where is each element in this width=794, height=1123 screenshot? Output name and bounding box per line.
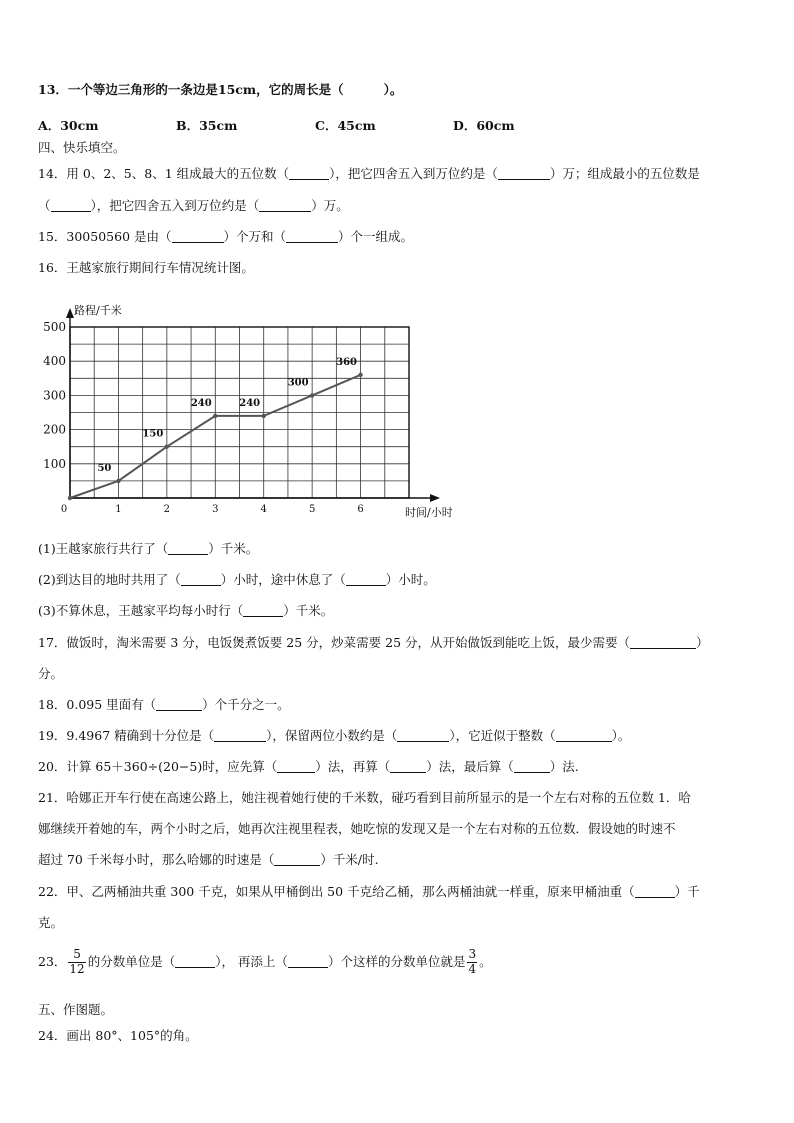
- data-point: [262, 414, 266, 418]
- data-point: [68, 496, 72, 500]
- answer-blank[interactable]: [286, 242, 338, 243]
- data-point: [116, 479, 120, 483]
- answer-blank[interactable]: [243, 616, 283, 617]
- option-b[interactable]: B．35cm: [176, 118, 238, 133]
- answer-blank[interactable]: [168, 554, 208, 555]
- x-tick-label: 4: [260, 504, 267, 515]
- answer-blank[interactable]: [175, 967, 215, 968]
- x-tick-label: 3: [212, 504, 219, 515]
- question-20: 20．计算 65＋360÷(20−5)时，应先算（ ）法，再算（ ）法，最后算（ ）法.: [38, 759, 579, 774]
- question-18: 18．0.095 里面有（ ）个千分之一。: [38, 697, 290, 712]
- x-tick-label: 5: [308, 504, 316, 515]
- data-label: 50: [97, 462, 112, 474]
- data-point: [310, 393, 314, 397]
- data-point: [213, 414, 217, 418]
- question-16-sub-1: (1)王越家旅行共行了（ ）千米。: [38, 541, 259, 556]
- question-21-line-3: 超过 70 千米每小时，那么哈娜的时速是（ ）千米/时.: [38, 852, 379, 867]
- answer-blank[interactable]: [277, 772, 315, 773]
- question-21-line-1: 21．哈娜正开车行使在高速公路上，她注视着她行使的千米数，碰巧看到目前所显示的是一个左右对称的五位数 1．哈: [38, 790, 691, 805]
- x-axis-label: 时间/小时: [405, 506, 453, 519]
- y-tick-label: 500: [43, 320, 66, 334]
- question-14-line-2: （ ），把它四舍五入到万位约是（ ）万。: [38, 198, 349, 213]
- data-label: 150: [142, 428, 164, 440]
- question-16-sub-2: (2)到达目的地时共用了（ ）小时，途中休息了（ ）小时。: [38, 572, 436, 587]
- answer-blank[interactable]: [556, 741, 612, 742]
- answer-blank[interactable]: [259, 211, 311, 212]
- answer-blank[interactable]: [498, 179, 550, 180]
- question-17-line-1: 17．做饭时，淘米需要 3 分，电饭煲煮饭要 25 分，炒菜需要 25 分，从开始做饭到能吃上饭，最少需要（ ）: [38, 635, 709, 650]
- data-label: 240: [190, 397, 212, 409]
- fraction-3-4: $\frac{3}{4}$: [468, 947, 477, 976]
- answer-blank[interactable]: [635, 897, 675, 898]
- question-24: 24．画出 80°、105°的角。: [38, 1028, 198, 1043]
- y-tick-label: 200: [43, 422, 66, 437]
- chart-grid: [70, 327, 409, 498]
- question-21-line-2: 娜继续开着她的车，两个小时之后，她再次注视里程表，她吃惊的发现又是一个左右对称的五位数．假设她的时速不: [38, 821, 676, 836]
- x-tick-label: 1: [115, 504, 122, 515]
- y-axis-arrow: [66, 308, 74, 318]
- question-15: 15．30050560 是由（ ）个万和（ ）个一组成。: [38, 229, 414, 244]
- answer-blank[interactable]: [172, 242, 224, 243]
- question-13: 13．一个等边三角形的一条边是15cm，它的周长是（ ）。: [38, 82, 403, 97]
- answer-blank[interactable]: [214, 741, 266, 742]
- q13-stem: 13．一个等边三角形的一条边是15cm，它的周长是（: [38, 82, 344, 97]
- data-label: 300: [287, 377, 309, 389]
- answer-blank[interactable]: [390, 772, 426, 773]
- section-heading-4: 四、快乐填空。: [38, 140, 126, 155]
- y-tick-label: 100: [43, 456, 66, 471]
- option-a[interactable]: A．30cm: [38, 118, 99, 133]
- answer-blank[interactable]: [181, 585, 221, 586]
- x-tick-label: 2: [163, 504, 171, 515]
- answer-blank[interactable]: [51, 211, 91, 212]
- option-c[interactable]: C．45cm: [315, 118, 376, 133]
- data-point: [165, 445, 169, 449]
- question-16-sub-3: (3)不算休息，王越家平均每小时行（ ）千米。: [38, 603, 334, 618]
- answer-blank[interactable]: [514, 772, 550, 773]
- answer-blank[interactable]: [346, 585, 386, 586]
- question-22-line-2: 克。: [38, 915, 64, 930]
- x-tick-label: 0: [60, 504, 68, 515]
- y-axis-label: 路程/千米: [74, 304, 122, 317]
- question-23: 23． $\frac{5}{12}$ 的分数单位是（ ）， 再添上（ ）个这样的分数单位就是 $\frac{3}{4}$ 。: [38, 947, 492, 976]
- data-label: 240: [239, 397, 261, 409]
- y-tick-label: 300: [43, 388, 66, 403]
- question-16-title: 16．王越家旅行期间行车情况统计图。: [38, 260, 254, 275]
- question-22-line-1: 22．甲、乙两桶油共重 300 千克，如果从甲桶倒出 50 千克给乙桶，那么两桶油就一样重，原来甲桶油重（ ）千: [38, 884, 700, 899]
- answer-blank[interactable]: [288, 967, 328, 968]
- question-19: 19．9.4967 精确到十分位是（ ），保留两位小数约是（ ），它近似于整数（ ）。: [38, 728, 631, 743]
- answer-blank[interactable]: [397, 741, 449, 742]
- answer-blank[interactable]: [156, 710, 202, 711]
- x-tick-label: 6: [357, 504, 364, 515]
- section-heading-5: 五、作图题。: [38, 1002, 114, 1017]
- question-17-line-2: 分。: [38, 666, 64, 681]
- chart-ticks: [43, 320, 364, 515]
- data-point: [358, 373, 362, 377]
- answer-blank[interactable]: [630, 648, 696, 649]
- question-14-line-1: 14．用 0、2、5、8、1 组成最大的五位数（ ），把它四舍五入到万位约是（ ）万；组成最小的五位数是: [38, 166, 700, 181]
- answer-blank[interactable]: [274, 865, 320, 866]
- fraction-5-12: $\frac{5}{12}$: [69, 947, 85, 976]
- y-tick-label: 400: [43, 354, 66, 369]
- x-axis-arrow: [430, 494, 440, 502]
- data-label: 360: [336, 356, 358, 368]
- travel-line-chart: [0, 292, 794, 532]
- option-d[interactable]: D．60cm: [453, 118, 515, 133]
- answer-blank[interactable]: [289, 179, 329, 180]
